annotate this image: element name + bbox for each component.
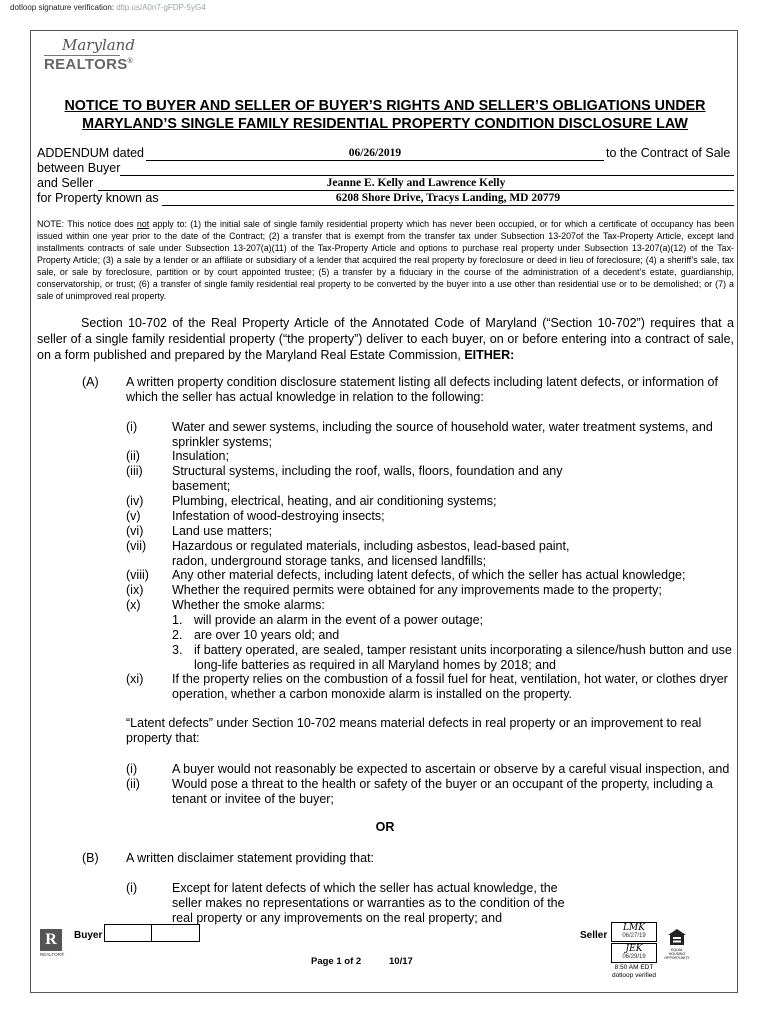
seller-initials-date: 06/27/19 bbox=[622, 933, 646, 939]
dotloop-verified-stamp: 8:50 AM EDT dotloop verified bbox=[611, 964, 657, 979]
property-label: for Property known as bbox=[37, 191, 159, 205]
logo-script-text: Maryland bbox=[62, 36, 135, 54]
document-title bbox=[40, 97, 730, 133]
title-line-2: MARYLAND’S SINGLE FAMILY RESIDENTIAL PROPERTY CONDITION DISCLOSURE LAW bbox=[82, 116, 688, 132]
buyer-label: between Buyer bbox=[37, 161, 121, 175]
exemption-note: NOTE: This notice does not apply to: (1) the initial sale of single family residential property which has never been occupied, or for which a certificate of occupancy has been issued within one year prior to the date of the Contract; (2) a transfer that is exempt from the transfer tax under Subsection 13-207of the Tax-Property Article, except land installments contracts of sale under Subsection 13-207(a)(11) of the Tax-Property Article and options to purchase real property under Subsection 13-207(a)(12) of the Tax-Property Article; (3) a sale by a lender or an affiliate or subsidiary of a lender that acquired the real property by foreclosure or deed in lieu of foreclosure; (4) a sheriff’s sale, tax sale, or sale by foreclosure, partition or by court appointed trustee; (5) a transfer by a fiduciary in the course of the administration of a decedent’s estate, guardianship, conservatorship, or trust; (6) a transfer of single family residential real property to be converted by the buyer into a use other than residential use or to be demolished; or (7) a sale of unimproved real property. bbox=[37, 219, 735, 301]
buyer-initials-label: Buyer bbox=[74, 930, 103, 941]
option-a-label: (A) bbox=[82, 375, 99, 389]
addendum-label: ADDENDUM dated bbox=[37, 146, 144, 160]
option-b-label: (B) bbox=[82, 851, 99, 865]
buyer-initials-box-2[interactable] bbox=[151, 924, 200, 942]
seller-field[interactable]: Jeanne E. Kelly and Lawrence Kelly bbox=[326, 177, 506, 189]
option-a-text: A written property condition disclosure statement listing all defects including latent defects, or information of which the seller has actual knowledge in relation to the following: bbox=[126, 375, 718, 404]
contract-label: to the Contract of Sale bbox=[606, 146, 731, 160]
section-10-702-paragraph: Section 10-702 of the Real Property Article of the Annotated Code of Maryland (“Section 10-702”) requires that a seller of a single family residential property (“the property”) deliver to each buyer, on or before entering into a contract of sale, on a form published and prepared by the Maryland Real Estate Commission, EITHER: bbox=[37, 316, 734, 362]
option-b-text: A written disclaimer statement providing that: bbox=[126, 851, 375, 865]
buyer-line bbox=[120, 161, 734, 176]
buyer-initials-box-1[interactable] bbox=[104, 924, 152, 942]
equal-housing-icon: EQUAL HOUSING OPPORTUNITY bbox=[664, 928, 690, 958]
house-icon bbox=[667, 928, 687, 946]
property-field[interactable]: 6208 Shore Drive, Tracys Landing, MD 20779 bbox=[335, 192, 561, 204]
maryland-realtors-logo bbox=[44, 36, 135, 78]
signature-verification: dotloop signature verification: dtlp.us/A0n7-gFDP-5yG4 bbox=[10, 3, 206, 12]
page-number: Page 1 of 2 bbox=[311, 956, 362, 967]
seller-initials-box-2[interactable] bbox=[611, 943, 657, 963]
or-separator: OR bbox=[375, 820, 395, 834]
seller-initials-label: Seller bbox=[580, 930, 608, 941]
latent-defects-definition: “Latent defects” under Section 10-702 means material defects in real property or an improvement to real property that: bbox=[126, 716, 702, 745]
verification-link[interactable]: dtlp.us/A0n7-gFDP-5yG4 bbox=[116, 3, 206, 12]
addendum-date-field[interactable]: 06/26/2019 bbox=[348, 147, 402, 159]
form-version: 10/17 bbox=[389, 956, 413, 967]
seller-initials-signature: LMK bbox=[623, 923, 645, 933]
seller-initials-date: 06/29/19 bbox=[622, 954, 646, 960]
realtor-r-icon: R bbox=[40, 929, 62, 951]
seller-initials-box-1[interactable] bbox=[611, 922, 657, 942]
realtor-mark-text: REALTOR® bbox=[40, 952, 65, 957]
seller-initials-signature: JEK bbox=[625, 944, 643, 954]
seller-label: and Seller bbox=[37, 176, 94, 190]
logo-name: REALTORS® bbox=[44, 56, 133, 73]
realtor-logo bbox=[40, 929, 66, 959]
title-line-1: NOTICE TO BUYER AND SELLER OF BUYER’S RIGHTS AND SELLER’S OBLIGATIONS UNDER bbox=[64, 98, 706, 114]
